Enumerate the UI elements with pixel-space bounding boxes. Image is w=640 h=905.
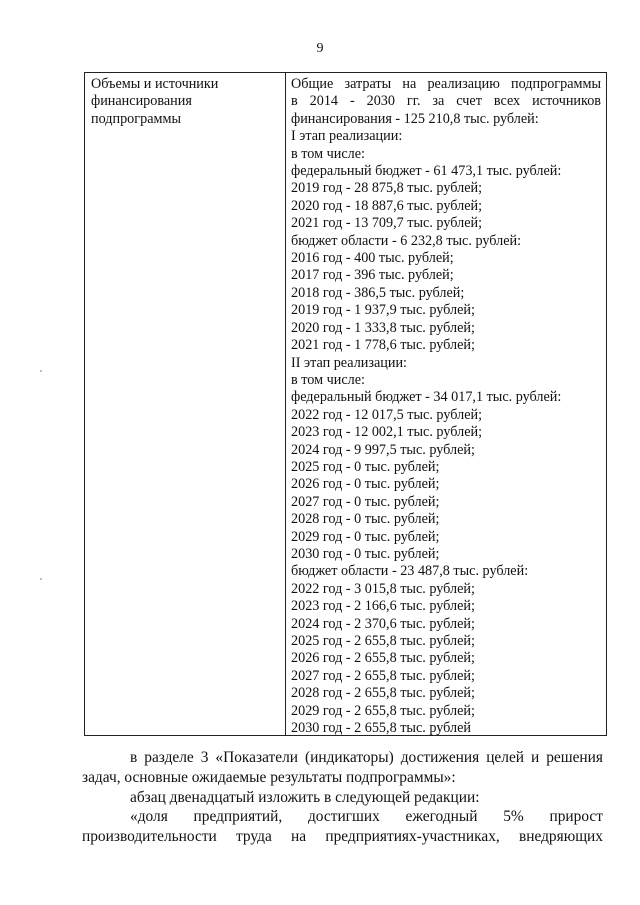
- funding-line: 2029 год - 0 тыс. рублей;: [291, 528, 440, 545]
- funding-line: 2022 год - 12 017,5 тыс. рублей;: [291, 406, 483, 423]
- left-cell-line: финансирования: [91, 93, 192, 110]
- funding-line: 2030 год - 0 тыс. рублей;: [291, 545, 440, 562]
- intro-line: финансирования - 125 210,8 тыс. рублей:: [291, 110, 539, 127]
- funding-line: 2027 год - 0 тыс. рублей;: [291, 493, 440, 510]
- table-right-cell: [286, 73, 606, 735]
- left-cell-line: Объемы и источники: [91, 76, 219, 92]
- funding-line: II этап реализации:: [291, 354, 407, 371]
- left-cell-line: подпрограммы: [91, 110, 181, 127]
- funding-line: 2026 год - 0 тыс. рублей;: [291, 476, 440, 493]
- funding-line: 2023 год - 2 166,6 тыс. рублей;: [291, 598, 475, 615]
- funding-line: федеральный бюджет - 34 017,1 тыс. рублей:: [291, 389, 562, 406]
- body-text: [82, 748, 603, 847]
- funding-line: 2028 год - 2 655,8 тыс. рублей;: [291, 685, 475, 702]
- funding-line: в том числе:: [291, 371, 365, 388]
- intro-line: Общие затраты на реализацию подпрограммы: [291, 76, 601, 92]
- scan-mark: [40, 578, 42, 580]
- funding-line: 2027 год - 2 655,8 тыс. рублей;: [291, 667, 475, 684]
- intro-line: в 2014 - 2030 гг. за счет всех источников: [291, 93, 601, 110]
- funding-line: 2026 год - 2 655,8 тыс. рублей;: [291, 650, 475, 667]
- table-left-cell: [85, 73, 286, 735]
- funding-line: 2029 год - 2 655,8 тыс. рублей;: [291, 702, 475, 719]
- funding-line: 2025 год - 0 тыс. рублей;: [291, 458, 440, 475]
- funding-line: 2018 год - 386,5 тыс. рублей;: [291, 284, 465, 301]
- funding-line: 2021 год - 13 709,7 тыс. рублей;: [291, 215, 483, 232]
- funding-line: 2017 год - 396 тыс. рублей;: [291, 267, 454, 284]
- body-paragraph: абзац двенадцатый изложить в следующей редакции:: [130, 788, 480, 806]
- funding-line: 2025 год - 2 655,8 тыс. рублей;: [291, 633, 475, 649]
- funding-line: 2028 год - 0 тыс. рублей;: [291, 511, 440, 528]
- funding-line: 2022 год - 3 015,8 тыс. рублей;: [291, 580, 475, 597]
- scan-mark: [40, 370, 42, 372]
- funding-line: 2016 год - 400 тыс. рублей;: [291, 250, 454, 267]
- body-paragraph: «доля предприятий, достигших ежегодный 5% прирост производительности труда на предприятиях-участниках, внедряющих: [82, 808, 603, 846]
- funding-line: I этап реализации:: [291, 128, 403, 145]
- funding-line: федеральный бюджет - 61 473,1 тыс. рублей:: [291, 163, 562, 180]
- funding-line: 2024 год - 9 997,5 тыс. рублей;: [291, 441, 475, 458]
- page-number: 9: [316, 41, 324, 56]
- funding-line: 2020 год - 1 333,8 тыс. рублей;: [291, 319, 475, 336]
- funding-line: 2030 год - 2 655,8 тыс. рублей: [291, 720, 471, 737]
- financing-table: [84, 72, 607, 736]
- body-paragraph: в разделе 3 «Показатели (индикаторы) достижения целей и решения задач, основные ожидаемые результаты подпрограммы»:: [82, 749, 603, 786]
- funding-line: бюджет области - 6 232,8 тыс. рублей:: [291, 232, 522, 249]
- funding-line: 2019 год - 28 875,8 тыс. рублей;: [291, 180, 483, 197]
- funding-line: бюджет области - 23 487,8 тыс. рублей:: [291, 563, 529, 580]
- funding-line: 2019 год - 1 937,9 тыс. рублей;: [291, 302, 475, 319]
- funding-line: 2024 год - 2 370,6 тыс. рублей;: [291, 615, 475, 632]
- funding-line: 2023 год - 12 002,1 тыс. рублей;: [291, 424, 483, 441]
- funding-line: 2020 год - 18 887,6 тыс. рублей;: [291, 197, 483, 214]
- funding-line: в том числе:: [291, 145, 365, 162]
- funding-line: 2021 год - 1 778,6 тыс. рублей;: [291, 337, 475, 354]
